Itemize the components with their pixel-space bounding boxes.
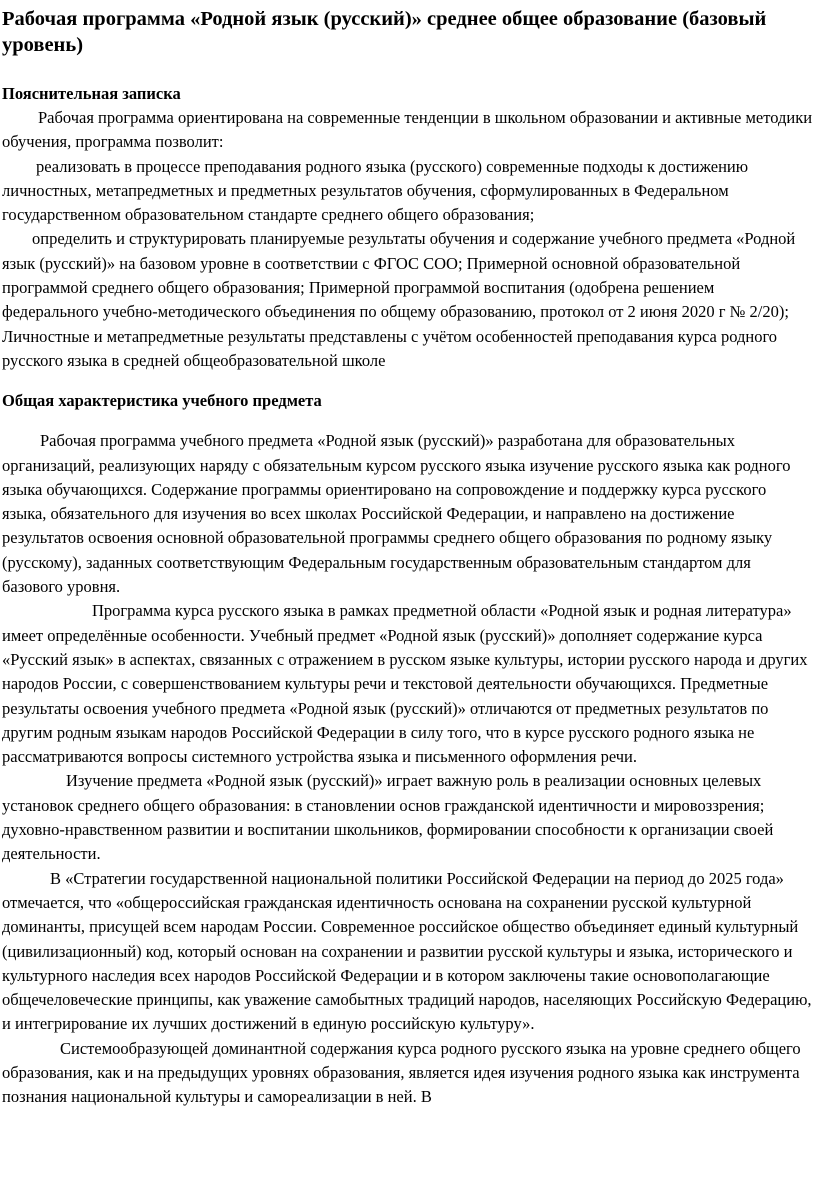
paragraph: реализовать в процессе преподавания родного языка (русского) современные подходы к достижению личностных, метапредметных и предметных результатов обучения, сформулированных в Федеральном государственном образовательном стандарте среднего общего образования; xyxy=(2,156,749,225)
paragraph: Изучение предмета «Родной язык (русский)» играет важную роль в реализации основных целевых установок среднего общего образования: в становлении основ гражданской идентичности и мировоззрения; духовно-нравственном развитии и воспитании школьников, формировании способности к организации своей деятельности. xyxy=(2,771,774,864)
paragraph: определить и структурировать планируемые результаты обучения и содержание учебного предмета «Родной язык (русский)» на базовом уровне в соответствии с ФГОС СОО; Примерной основной образовательной программой среднего общего образования; Примерной программой воспитания (одобрена решением федерального учебно-методического объединения по общему образованию, протокол от 2 июня 2020 г № 2/20); xyxy=(2,229,796,322)
section-heading-explanatory-note: Пояснительная записка xyxy=(2,84,181,103)
paragraph: Системообразующей доминантной содержания курса родного русского языка на уровне среднего общего образования, как и на предыдущих уровнях образования, является идея изучения родного языка как инструмента познания национальной культуры и самореализации в ней. В xyxy=(2,1038,801,1107)
section-heading-subject-characteristics: Общая характеристика учебного предмета xyxy=(2,391,322,411)
paragraph: В «Стратегии государственной национальной политики Российской Федерации на период до 2025 года» отмечается, что «общероссийская гражданская идентичность основана на сохранении русской культурной доминанты, присущей всем народам России. Современное российское общество объединяет единый культурный (цивилизационный) код, который основан на сохранении и развитии русской культуры и языка, исторического и культурного наследия всех народов Российской Федерации и в котором заключены такие основополагающие общечеловеческие принципы, как уважение самобытных традиций народов, населяющих Российскую Федерацию, и интегрирование их лучших достижений в единую российскую культуру». xyxy=(2,868,812,1034)
paragraph: Личностные и метапредметные результаты представлены с учётом особенностей преподавания курса родного русского языка в средней общеобразовательной школе xyxy=(2,326,778,370)
paragraph: Программа курса русского языка в рамках предметной области «Родной язык и родная литература» имеет определённые особенности. Учебный предмет «Родной язык (русский)» дополняет содержание курса «Русский язык» в аспектах, связанных с отражением в русском языке культуры, истории русского народа и других народов России, с совершенствованием культуры речи и текстовой деятельности обучающихся. Предметные результаты освоения учебного предмета «Родной язык (русский)» отличаются от предметных результатов по другим родным языкам народов Российской Федерации в силу того, что в курсе русского родного языка не рассматриваются вопросы системного устройства языка и письменного оформления речи. xyxy=(2,601,808,767)
paragraph: Рабочая программа ориентирована на современные тенденции в школьном образовании и активные методики обучения, программа позволит: xyxy=(2,108,813,152)
document-title: Рабочая программа «Родной язык (русский)» среднее общее образование (базовый уровень) xyxy=(2,8,767,56)
paragraph: Рабочая программа учебного предмета «Родной язык (русский)» разработана для образовательных организаций, реализующих наряду с обязательным курсом русского языка изучение русского языка как родного языка обучающихся. Содержание программы ориентировано на сопровождение и поддержку курса русского языка, обязательного для изучения во всех школах Российской Федерации, и направлено на достижение результатов освоения основной образовательной программы среднего общего образования по родному языку (русскому), заданных соответствующим Федеральным государственным образовательным стандартом для базового уровня. xyxy=(2,431,791,597)
